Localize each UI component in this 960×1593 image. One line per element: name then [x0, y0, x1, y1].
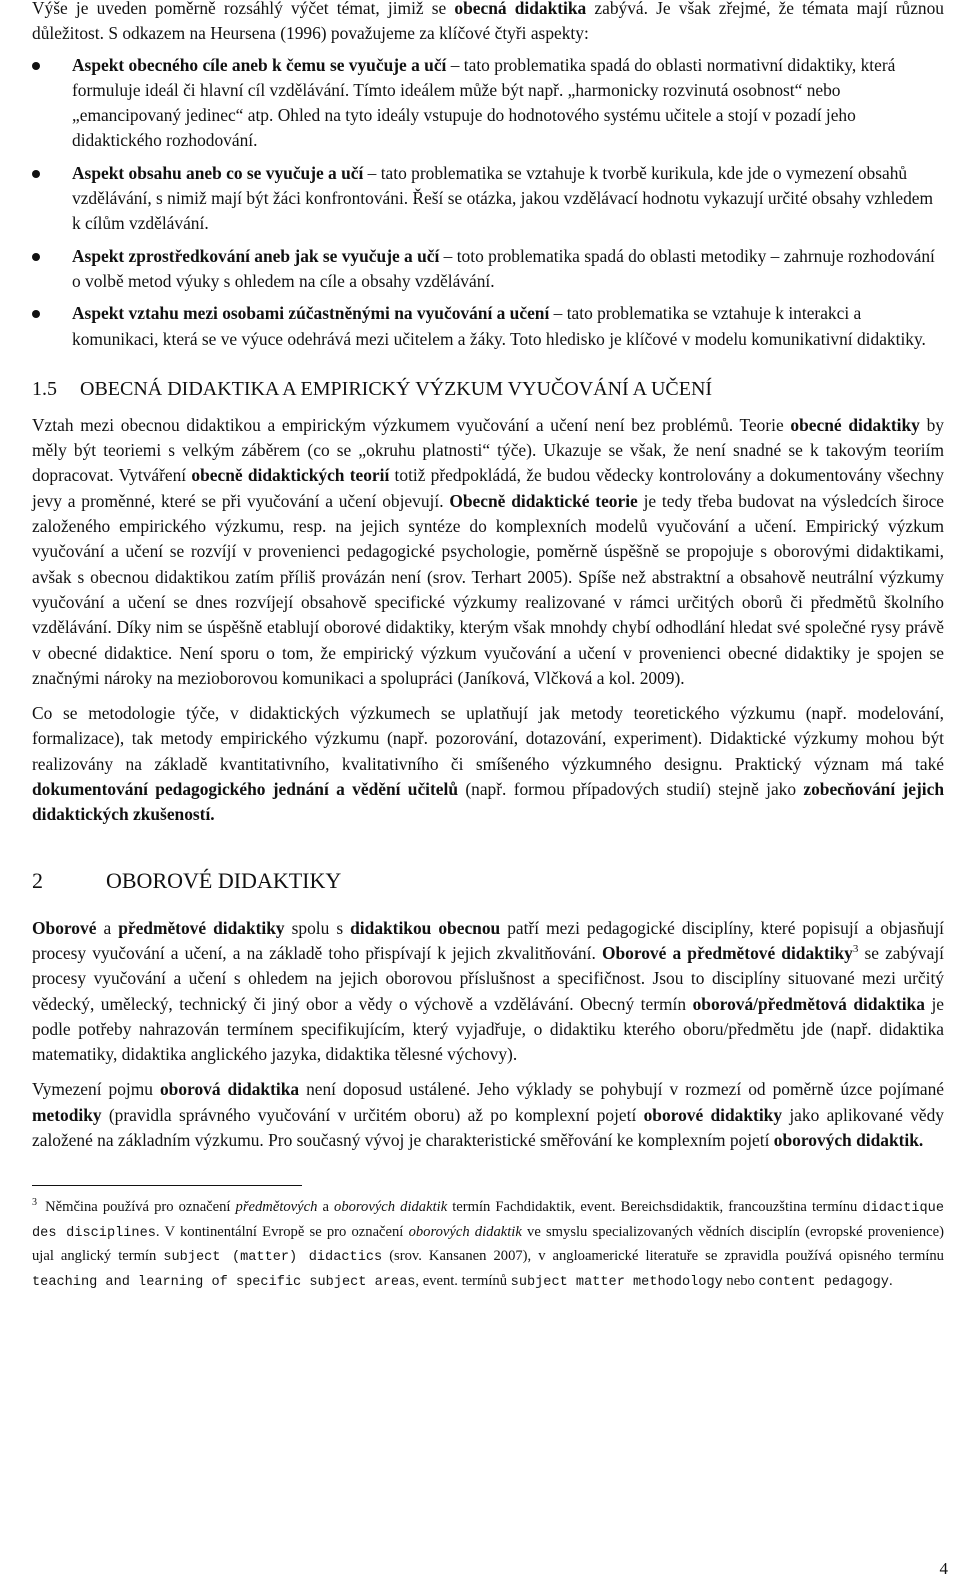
intro-bold-term: obecná didaktika	[454, 0, 587, 18]
text-run: není doposud ustálené. Jeho výklady se pohybují v rozmezí od poměrně úzce pojímané	[299, 1079, 944, 1100]
document-page	[32, 0, 944, 1294]
text-run: Oborové	[32, 917, 97, 938]
text-run: patří mezi pedagogické disciplíny, které popisují a objasňují procesy vyučování a učení, a na základě toho přispívají k jejich zkvalitňování.	[32, 917, 944, 963]
text-run: je tedy třeba budovat na výsledcích široce založeného empirického výzkumu, resp. na jejich syntéze do komplexních modelů vyučování a učení. Empirický výzkum vyučování a učení se rozvíjí v provenienci pedagogické psychologie, poměrně úspěšně se propojuje s oborovými didaktikami, avšak s obecnou didaktikou zatím příliš provázán není (srov. Terhart 2005). Spíše než abstraktní a obsahově neutrální výzkumy vyučování a učení se dnes rozvíjejí obsahově specifické výzkumy realizované v rámci určitých oborů či předmětů školního vzdělávání. Díky nim se úspěšně etablují oborové didaktiky, kterým však mnohdy chybí odhodlání hledat své společné rysy právě v obecné didaktice. Není sporu o tom, že empirický výzkum vyučování a učení v provenienci obecné didaktiky je spojen se značnými nároky na mezioborovou komunikaci a spolupráci (Janíková, Vlčková a kol. 2009).	[32, 490, 945, 688]
text-run: content pedagogy	[758, 1274, 889, 1290]
section-1-5-paragraph-2	[32, 701, 944, 827]
footnote-marker: 3	[852, 943, 859, 956]
text-run: termín Fachdidaktik, event. Bereichsdidaktik, francouzština termínu	[447, 1199, 863, 1216]
text-run: . V kontinentální Evropě se pro označení	[155, 1223, 409, 1240]
section-number: 2	[32, 867, 43, 893]
text-run: Němčina používá pro označení	[40, 1199, 236, 1216]
section-1-5-paragraph-1	[32, 413, 944, 691]
text-run: Co se metodologie týče, v didaktických výzkumech se uplatňují jak metody teoretického výzkumu (např. modelování, formalizace), tak metody empirického výzkumu (např. pozorování, dotazování, experiment). Didaktické výzkumy mohou být realizovány na základě kvantitativního, kvalitativního či smíšeného výzkumného designu. Praktický význam má také	[32, 703, 944, 774]
text-run: , event. termínů	[415, 1272, 511, 1289]
text-run: (např. formou případových studií) stejně jako	[458, 779, 804, 800]
text-run: oborové didaktiky	[643, 1104, 783, 1125]
section-2-paragraph-1	[32, 916, 944, 1068]
text-run: a	[317, 1199, 335, 1216]
text-run: subject (matter) didactics	[163, 1250, 383, 1266]
text-run: dokumentování pedagogického jednání a vědění učitelů	[32, 779, 459, 800]
footnote-divider	[32, 1185, 302, 1186]
text-run: (srov. Kansanen 2007), v angloamerické literatuře se zpravidla používá opisného termínu	[382, 1248, 944, 1265]
footnote	[32, 1196, 944, 1294]
text-run: předmětových	[235, 1199, 318, 1216]
text-run: subject matter methodology	[510, 1274, 723, 1290]
text-run: (pravidla správného vyučování v určitém oboru) až po komplexní pojetí	[101, 1104, 644, 1125]
section-heading-1-5	[32, 375, 944, 403]
text-run: se zabývají procesy vyučování a učení s ohledem na jejich oborovou příslušnost a specifičnost. Jsou to disciplíny situované mezi určitý vědecký, umělecký, technický či jiný obor a vědy o výchově a vzdělávání. Obecný termín	[32, 942, 944, 1014]
aspects-list	[32, 53, 944, 352]
section-number: 1.5	[32, 377, 57, 400]
text-run: Oborové a předmětové didaktiky	[601, 942, 853, 963]
text-run: Vztah mezi obecnou didaktikou a empirickým výzkumem vyučování a učení není bez problémů. Teorie	[32, 414, 791, 435]
text-run: by měly být teoriemi s velkým záběrem (co se „okruhu platnosti“ týče). Ukazuje se však, že není snadné se k takovým teoriím dopracovat. Vytváření	[32, 414, 944, 486]
text-run: spolu s	[284, 917, 351, 938]
intro-paragraph: Výše je uveden poměrně rozsáhlý výčet témat, jimiž se obecná didaktika zabývá. Je však zřejmé, že témata mají různou důležitost. S odkazem na Heursena (1996) považujeme za klíčové čtyři aspekty:	[32, 0, 944, 44]
list-item: Aspekt vztahu mezi osobami zúčastněnými na vyučování a učení – tato problematika se vztahuje k interakci a komunikaci, která se ve výuce odehrává mezi učitelem a žáky. Toto hledisko je klíčové v modelu komunikativní didaktiky.	[32, 301, 944, 352]
section-title: OBOROVÉ DIDAKTIKY	[106, 867, 342, 893]
section-2-paragraph-2	[32, 1077, 944, 1153]
section-heading-2	[32, 866, 944, 896]
list-item: Aspekt obsahu aneb co se vyučuje a učí – tato problematika se vztahuje k tvorbě kurikula, kde jde o vymezení obsahů vzdělávání, s nimiž mají být žáci konfrontováni. Řeší se otázka, jakou vzdělávací hodnotu vykazují určité obsahy vzhledem k cílům vzdělávání.	[32, 161, 944, 237]
text-run: oborových didaktik	[334, 1199, 448, 1216]
text-run: oborových didaktik.	[773, 1129, 924, 1150]
text-run: a	[96, 917, 119, 938]
text-run: je podle potřeby nahrazován termínem specifikujícím, který vyjadřuje, o didaktiku kterého oboru/předmětu jde (např. didaktika matematiky, didaktika anglického jazyka, didaktika tělesné výchovy).	[32, 993, 944, 1065]
text-run: obecně didaktických teorií	[191, 465, 390, 486]
text-run: jako aplikované vědy založené na základním výzkumu. Pro současný vývoj je charakteristické směřování ke komplexním pojetí	[32, 1104, 944, 1150]
section-title: OBECNÁ DIDAKTIKA A EMPIRICKÝ VÝZKUM VYUČOVÁNÍ A UČENÍ	[80, 377, 713, 400]
text-run: metodiky	[32, 1104, 102, 1125]
list-item: Aspekt zprostředkování aneb jak se vyučuje a učí – toto problematika spadá do oblasti metodiky – zahrnuje rozhodování o volbě metod výuky s ohledem na cíle a obsahy vzdělávání.	[32, 244, 944, 295]
text-run: oborových didaktik	[408, 1223, 522, 1240]
text-run: Vymezení pojmu	[32, 1079, 160, 1100]
text-run: oborová/předmětová didaktika	[692, 993, 925, 1014]
text-run: didactique des disciplines	[32, 1201, 944, 1241]
text-run: předmětové didaktiky	[118, 917, 285, 938]
text-run: oborová didaktika	[159, 1079, 300, 1100]
text-run: zobecňování jejich didaktických zkušeností.	[32, 779, 945, 825]
text-run: teaching and learning of specific subject areas	[32, 1274, 416, 1290]
list-item: Aspekt obecného cíle aneb k čemu se vyučuje a učí – tato problematika spadá do oblasti normativní didaktiky, která formuluje ideál či hlavní cíl vzdělávání. Tímto ideálem může být např. „harmonicky rozvinutá osobnost“ nebo „emancipovaný jedinec“ atp. Ohled na tyto ideály vstupuje do hodnotového systému učitele a stojí v pozadí jeho didaktického rozhodování.	[32, 53, 944, 154]
text-run: .	[888, 1272, 893, 1289]
text-run: nebo	[722, 1272, 759, 1289]
text-run: ve smyslu specializovaných vědních disciplín (evropské provenience) ujal anglický termín	[32, 1223, 944, 1265]
text-run: Obecně didaktické teorie	[449, 490, 638, 511]
text-run: obecné didaktiky	[790, 414, 920, 435]
text-run: didaktikou obecnou	[350, 917, 501, 938]
page-number: 4	[939, 1559, 948, 1578]
text-run: totiž předpokládá, že budou vědecky kontrolovány a dokumentovány všechny jevy a proměnné, které se při vyučování a učení objevují.	[32, 465, 945, 511]
footnote-marker: 3	[32, 1197, 37, 1209]
